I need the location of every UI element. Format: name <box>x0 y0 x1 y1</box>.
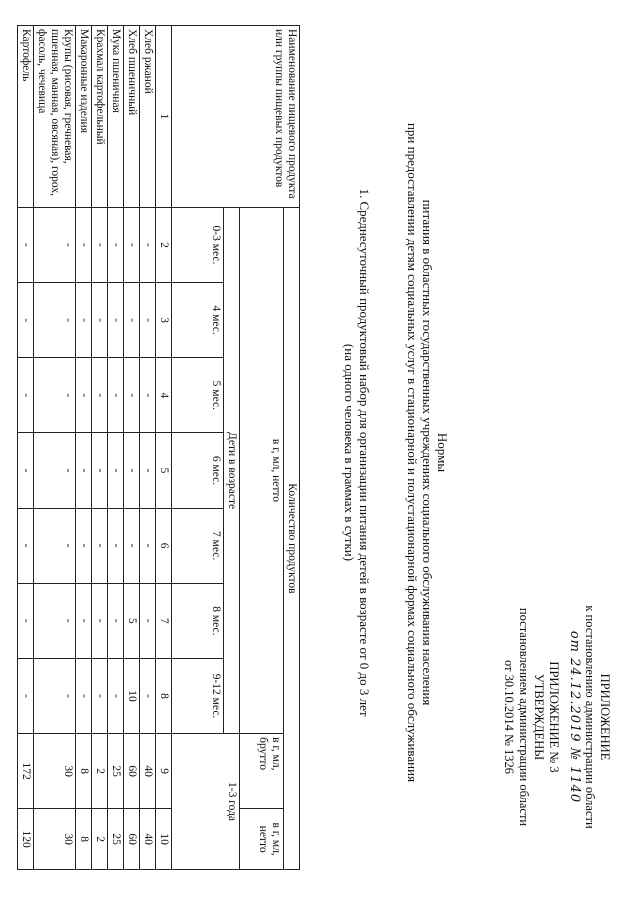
table-row <box>18 26 34 870</box>
value-cell: - <box>108 658 124 733</box>
value-cell: - <box>18 283 34 358</box>
value-cell: - <box>34 358 76 433</box>
value-cell: - <box>108 207 124 282</box>
value-cell: 120 <box>18 809 34 870</box>
value-cell: - <box>108 583 124 658</box>
value-cell: - <box>92 207 108 282</box>
header-quantity: Количество продуктов <box>284 207 300 869</box>
value-cell: 40 <box>140 809 156 870</box>
value-cell: - <box>18 358 34 433</box>
header-age: 6 мес. <box>172 433 224 508</box>
value-cell: - <box>140 583 156 658</box>
table-row <box>140 26 156 870</box>
value-cell: - <box>76 207 92 282</box>
value-cell: - <box>140 508 156 583</box>
header-net-2: в г, мл, нетто <box>240 809 284 870</box>
product-name-cell: Картофель <box>18 26 34 208</box>
section-block <box>342 0 372 905</box>
value-cell: - <box>34 207 76 282</box>
heading-line-1: питания в областных государственных учреждениях социального обслуживания населения <box>420 199 435 706</box>
index-cell: 5 <box>156 433 172 508</box>
product-name-cell: Хлеб пшеничный <box>124 26 140 208</box>
header-one-three: 1-3 года <box>172 734 240 870</box>
header-age: 9-12 мес. <box>172 658 224 733</box>
value-cell: - <box>34 508 76 583</box>
approved-by: постановлением администрации области <box>517 607 531 827</box>
value-cell: - <box>34 658 76 733</box>
value-cell: 25 <box>108 809 124 870</box>
value-cell: 172 <box>18 734 34 809</box>
norms-table <box>17 25 300 870</box>
value-cell: 5 <box>124 583 140 658</box>
value-cell: - <box>108 433 124 508</box>
table-row <box>34 26 76 870</box>
header-product: Наименование пищевого продукта или группы пищевых продуктов <box>172 26 300 208</box>
value-cell: 8 <box>76 734 92 809</box>
appendix-to-resolution: к постановлению администрации области <box>583 605 597 829</box>
value-cell: - <box>124 207 140 282</box>
index-cell: 4 <box>156 358 172 433</box>
heading-block <box>405 0 450 905</box>
value-cell: - <box>18 583 34 658</box>
product-name-cell: Хлеб ржаной <box>140 26 156 208</box>
heading-title: Нормы <box>435 432 450 473</box>
appendix-title: ПРИЛОЖЕНИЕ <box>598 673 612 761</box>
header-age: 5 мес. <box>172 358 224 433</box>
value-cell: - <box>124 283 140 358</box>
product-name-cell: Крахмал картофельный <box>92 26 108 208</box>
header-age: 4 мес. <box>172 283 224 358</box>
value-cell: - <box>92 433 108 508</box>
value-cell: 2 <box>92 809 108 870</box>
value-cell: - <box>18 658 34 733</box>
header-net: в г, мл, нетто <box>240 207 284 733</box>
value-cell: 10 <box>124 658 140 733</box>
value-cell: - <box>124 508 140 583</box>
index-cell: 7 <box>156 583 172 658</box>
value-cell: - <box>18 433 34 508</box>
value-cell: - <box>140 433 156 508</box>
table-row <box>76 26 92 870</box>
table-row <box>124 26 140 870</box>
value-cell: 30 <box>34 809 76 870</box>
product-name-cell: Мука пшеничная <box>108 26 124 208</box>
value-cell: 25 <box>108 734 124 809</box>
table-row <box>108 26 124 870</box>
value-cell: - <box>92 658 108 733</box>
approved-label: УТВЕРЖДЕНЫ <box>532 673 546 761</box>
value-cell: - <box>92 358 108 433</box>
value-cell: - <box>76 283 92 358</box>
value-cell: - <box>76 583 92 658</box>
value-cell: - <box>92 583 108 658</box>
value-cell: 40 <box>140 734 156 809</box>
table-body <box>18 26 156 870</box>
value-cell: - <box>140 207 156 282</box>
value-cell: - <box>92 283 108 358</box>
value-cell: 8 <box>76 809 92 870</box>
appendix-number: ПРИЛОЖЕНИЕ № 3 <box>547 661 561 773</box>
header-gross: в г, мл, брутто <box>240 734 284 809</box>
value-cell: 30 <box>34 734 76 809</box>
value-cell: - <box>140 283 156 358</box>
approved-date: от 30.10.2014 № 1326 <box>502 659 516 775</box>
product-name-cell: Крупы (рисовая, гречневая, пшенная, манная, овсяная), горох, фасоль, чечевица <box>34 26 76 208</box>
index-cell: 2 <box>156 207 172 282</box>
value-cell: - <box>124 433 140 508</box>
value-cell: 60 <box>124 734 140 809</box>
value-cell: - <box>76 508 92 583</box>
value-cell: - <box>124 358 140 433</box>
value-cell: - <box>76 433 92 508</box>
value-cell: - <box>18 508 34 583</box>
index-row <box>156 26 172 870</box>
header-age: 0-3 мес. <box>172 207 224 282</box>
index-cell: 3 <box>156 283 172 358</box>
value-cell: - <box>34 283 76 358</box>
index-cell: 1 <box>156 26 172 208</box>
value-cell: 2 <box>92 734 108 809</box>
value-cell: - <box>140 358 156 433</box>
index-cell: 9 <box>156 734 172 809</box>
value-cell: - <box>108 283 124 358</box>
value-cell: 60 <box>124 809 140 870</box>
table-row <box>92 26 108 870</box>
appendix-block <box>501 567 612 867</box>
value-cell: - <box>140 658 156 733</box>
section-title: 1. Среднесуточный продуктовый набор для организации питания детей в возрасте от 0 до 3 лет <box>357 188 372 717</box>
heading-line-2: при предоставлении детям социальных услуг в стационарной и полустационарной формах социального обслуживания <box>405 122 420 783</box>
value-cell: - <box>108 508 124 583</box>
handwritten-date: от 24.12.2019 № 1140 <box>567 630 582 804</box>
value-cell: - <box>34 583 76 658</box>
header-age: 8 мес. <box>172 583 224 658</box>
section-subtitle: (на одного человека в граммах в сутки) <box>342 343 357 562</box>
value-cell: - <box>18 207 34 282</box>
index-cell: 6 <box>156 508 172 583</box>
value-cell: - <box>92 508 108 583</box>
value-cell: - <box>108 358 124 433</box>
value-cell: - <box>76 358 92 433</box>
header-age: 7 мес. <box>172 508 224 583</box>
value-cell: - <box>76 658 92 733</box>
index-cell: 10 <box>156 809 172 870</box>
value-cell: - <box>34 433 76 508</box>
index-cell: 8 <box>156 658 172 733</box>
product-name-cell: Макаронные изделия <box>76 26 92 208</box>
header-children: Дети в возрасте <box>224 207 240 733</box>
